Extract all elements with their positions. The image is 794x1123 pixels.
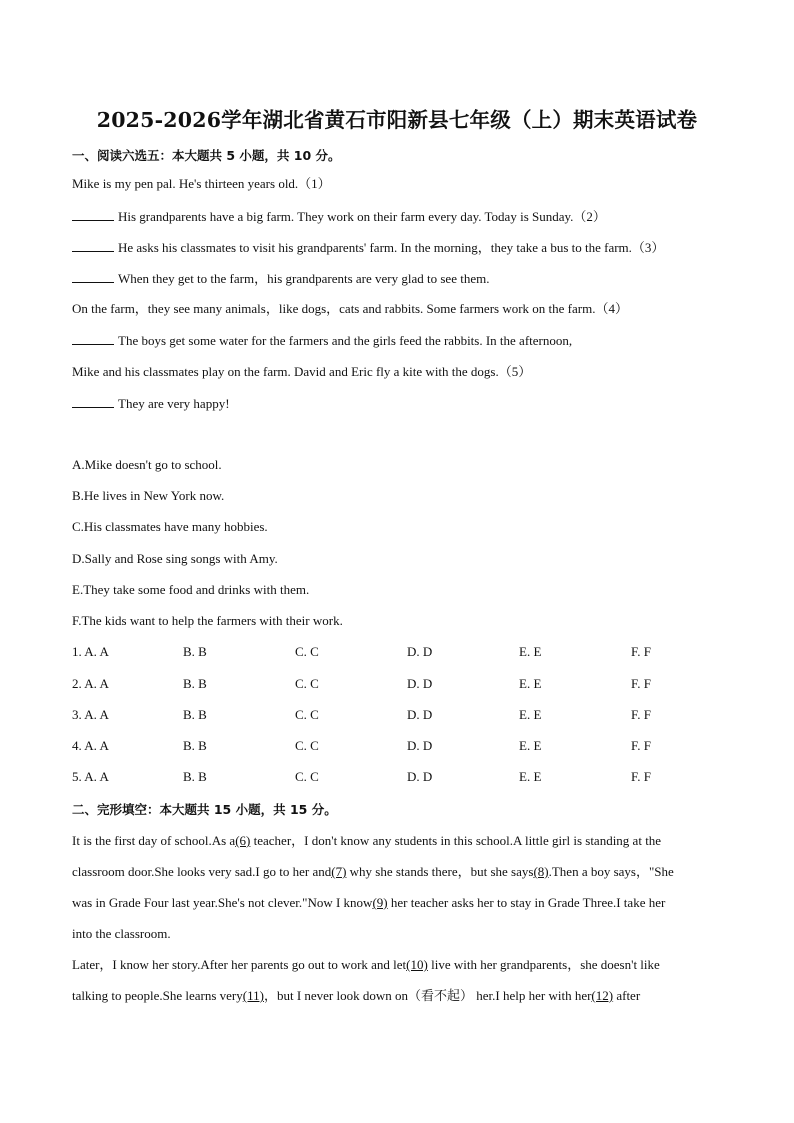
option-label: F. F xyxy=(631,707,651,722)
question-number: 1. A. A xyxy=(72,644,109,659)
option-label: F. F xyxy=(631,676,651,691)
cloze-blank-number: (11) xyxy=(242,988,264,1003)
passage-text: Mike and his classmates play on the farm. David and Eric fly a kite with the dogs.（5） xyxy=(72,364,532,379)
choice-item: D.Sally and Rose sing songs with Amy. xyxy=(72,551,278,566)
cloze-text: Later，I know her story.After her parents go out to work and let xyxy=(72,957,407,972)
passage-text: On the farm，they see many animals，like dogs，cats and rabbits. Some farmers work on the farm.（4） xyxy=(72,301,628,316)
option-label: B. B xyxy=(183,707,207,722)
cloze-line xyxy=(72,926,171,942)
passage-line xyxy=(72,176,331,192)
question-number: 2. A. A xyxy=(72,676,109,691)
question-row xyxy=(72,676,712,692)
cloze-line xyxy=(72,895,665,911)
page-title: 2025-2026学年湖北省黄石市阳新县七年级（上）期末英语试卷 xyxy=(96,108,698,132)
question-row xyxy=(72,707,712,723)
passage-text: He asks his classmates to visit his grandparents' farm. In the morning，they take a bus to the farm.（3） xyxy=(118,240,665,255)
cloze-text: after xyxy=(613,988,641,1003)
question-number: 5. A. A xyxy=(72,769,109,784)
passage-line xyxy=(72,239,664,256)
cloze-blank-number: (8) xyxy=(533,864,549,879)
option-label: F. F xyxy=(631,769,651,784)
passage-line xyxy=(72,364,531,380)
option-label: E. E xyxy=(519,707,542,722)
section-1-heading: 一、阅读六选五：本大题共 5 小题，共 10 分。 xyxy=(72,148,341,163)
option-label: D. D xyxy=(407,676,433,691)
cloze-text: teacher，I don't know any students in this school.A little girl is standing at the xyxy=(250,833,662,848)
passage-text: When they get to the farm，his grandparents are very glad to see them. xyxy=(118,271,490,286)
cloze-line xyxy=(72,988,640,1004)
passage-line xyxy=(72,270,489,287)
option-label: D. D xyxy=(407,738,433,753)
cloze-blank-number: (10) xyxy=(406,957,428,972)
option-label: D. D xyxy=(407,707,433,722)
passage-text: Mike is my pen pal. He's thirteen years old.（1） xyxy=(72,176,331,191)
question-number: 4. A. A xyxy=(72,738,109,753)
option-label: E. E xyxy=(519,738,542,753)
answer-blank xyxy=(72,239,114,252)
option-label: B. B xyxy=(183,644,207,659)
passage-text: His grandparents have a big farm. They work on their farm every day. Today is Sunday.（2） xyxy=(118,209,606,224)
option-label: F. F xyxy=(631,738,651,753)
cloze-line xyxy=(72,957,660,973)
answer-blank xyxy=(72,395,114,408)
option-label: E. E xyxy=(519,769,542,784)
cloze-text: talking to people.She learns very xyxy=(72,988,243,1003)
section-2-heading: 二、完形填空：本大题共 15 小题，共 15 分。 xyxy=(72,802,337,817)
choice-item: B.He lives in New York now. xyxy=(72,488,225,503)
cloze-text: why she stands there，but she says xyxy=(346,864,534,879)
cloze-text: It is the first day of school.As a xyxy=(72,833,236,848)
option-label: C. C xyxy=(295,707,319,722)
cloze-text: into the classroom. xyxy=(72,926,171,941)
choice-item: A.Mike doesn't go to school. xyxy=(72,457,222,472)
cloze-blank-number: (9) xyxy=(372,895,388,910)
answer-blank xyxy=(72,332,114,345)
question-number: 3. A. A xyxy=(72,707,109,722)
question-row xyxy=(72,769,712,785)
cloze-text: her teacher asks her to stay in Grade Three.I take her xyxy=(387,895,666,910)
passage-line xyxy=(72,301,628,317)
passage-line xyxy=(72,208,606,225)
cloze-text: was in Grade Four last year.She's not clever."Now I know xyxy=(72,895,373,910)
option-label: C. C xyxy=(295,644,319,659)
cloze-line xyxy=(72,864,674,880)
option-label: B. B xyxy=(183,769,207,784)
option-label: E. E xyxy=(519,676,542,691)
option-label: F. F xyxy=(631,644,651,659)
answer-blank xyxy=(72,208,114,221)
passage-line xyxy=(72,332,572,349)
option-label: C. C xyxy=(295,769,319,784)
question-row xyxy=(72,738,712,754)
cloze-text: .Then a boy says，"She xyxy=(548,864,674,879)
cloze-blank-number: (6) xyxy=(235,833,251,848)
cloze-text: ，but I never look down on（看不起） her.I help her with her xyxy=(263,988,592,1003)
cloze-text: classroom door.She looks very sad.I go to her and xyxy=(72,864,332,879)
cloze-blank-number: (7) xyxy=(331,864,347,879)
passage-line xyxy=(72,395,230,412)
cloze-text: live with her grandparents，she doesn't like xyxy=(427,957,660,972)
option-label: D. D xyxy=(407,644,433,659)
passage-text: The boys get some water for the farmers and the girls feed the rabbits. In the afternoon, xyxy=(118,333,573,348)
passage-text: They are very happy! xyxy=(118,396,230,411)
option-label: E. E xyxy=(519,644,542,659)
answer-blank xyxy=(72,270,114,283)
question-row xyxy=(72,644,712,660)
option-label: B. B xyxy=(183,676,207,691)
cloze-line xyxy=(72,833,661,849)
option-label: D. D xyxy=(407,769,433,784)
choice-item: C.His classmates have many hobbies. xyxy=(72,519,268,534)
option-label: B. B xyxy=(183,738,207,753)
choice-item: F.The kids want to help the farmers with their work. xyxy=(72,613,343,628)
cloze-blank-number: (12) xyxy=(591,988,614,1003)
option-label: C. C xyxy=(295,676,319,691)
option-label: C. C xyxy=(295,738,319,753)
choice-item: E.They take some food and drinks with them. xyxy=(72,582,310,597)
